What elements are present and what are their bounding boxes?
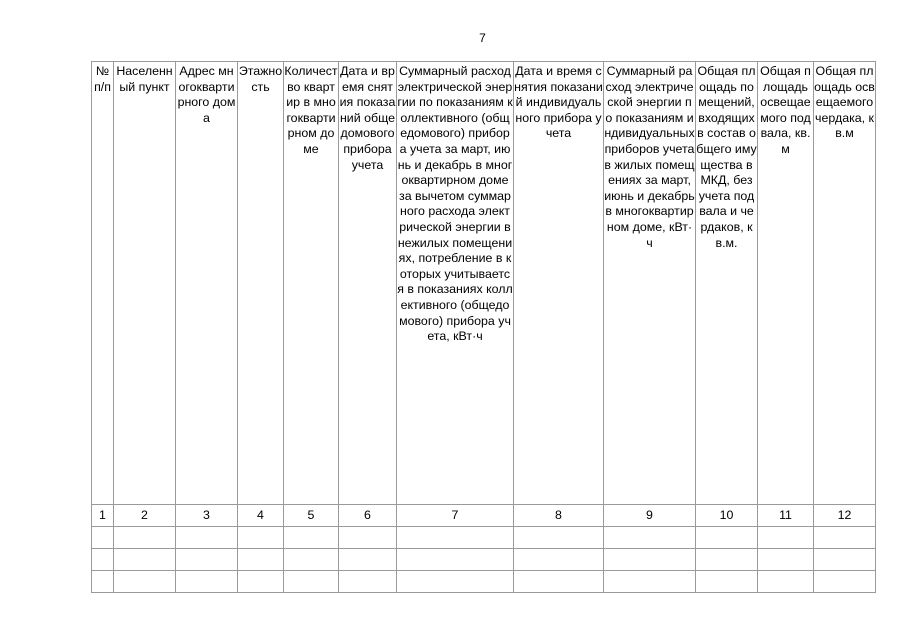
header-cell-8	[514, 62, 604, 505]
header-label-address: Адрес многоквартирного дома	[177, 64, 236, 125]
table-cell	[397, 571, 514, 593]
header-cell-6	[339, 62, 397, 505]
table-cell	[284, 527, 339, 549]
table-cell	[176, 549, 238, 571]
header-label-apartment-count: Количество квартир в многоквартирном доме	[284, 64, 338, 156]
column-number-row	[92, 505, 876, 527]
column-number-cell: 9	[604, 505, 696, 527]
header-label-common-meter-date: Дата и время снятия показаний общедомового прибора учета	[339, 64, 396, 172]
table-row	[92, 571, 876, 593]
table-cell	[92, 527, 114, 549]
column-number-cell: 5	[284, 505, 339, 527]
column-number-cell: 8	[514, 505, 604, 527]
table-cell	[238, 571, 284, 593]
table-cell	[604, 527, 696, 549]
table-cell	[92, 549, 114, 571]
table-cell	[114, 571, 176, 593]
table-cell	[397, 527, 514, 549]
column-number-cell: 1	[92, 505, 114, 527]
table-cell	[696, 549, 758, 571]
column-number-cell: 3	[176, 505, 238, 527]
column-number-cell: 2	[114, 505, 176, 527]
table-cell	[114, 549, 176, 571]
header-cell-4	[238, 62, 284, 505]
table-cell	[758, 527, 814, 549]
table-cell	[339, 571, 397, 593]
table-cell	[114, 527, 176, 549]
table-cell	[514, 571, 604, 593]
table-cell	[814, 549, 876, 571]
header-cell-5	[284, 62, 339, 505]
column-number-cell: 7	[397, 505, 514, 527]
table-cell	[339, 527, 397, 549]
table-cell	[339, 549, 397, 571]
table-row	[92, 549, 876, 571]
table-cell	[604, 549, 696, 571]
column-number-cell: 10	[696, 505, 758, 527]
column-number-cell: 6	[339, 505, 397, 527]
table-cell	[238, 549, 284, 571]
header-label-settlement: Населенный пункт	[116, 64, 173, 94]
table-cell	[514, 527, 604, 549]
header-cell-11	[758, 62, 814, 505]
header-label-individual-consumption: Суммарный расход электрической энергии по показаниям индивидуальных приборов учета в жилых помещениях за март, июнь и декабрь в многоквартирном доме, кВт·ч	[604, 64, 695, 250]
table-cell	[176, 571, 238, 593]
header-label-common-area: Общая площадь помещений, входящих в состав общего имущества в МКД, без учета подвала и чердаков, кв.м.	[696, 64, 757, 250]
table-cell	[92, 571, 114, 593]
column-number-cell: 11	[758, 505, 814, 527]
header-label-attic-area: Общая площадь освещаемого чердака, кв.м	[814, 64, 875, 141]
column-number-cell: 4	[238, 505, 284, 527]
header-label-individual-meter-date: Дата и время снятия показаний индивидуального прибора учета	[514, 64, 603, 141]
header-label-common-consumption: Суммарный расход электрической энергии по показаниям коллективного (общедомового) прибора учета за март, июнь и декабрь в многоквартирном доме за вычетом суммарного расхода электрической энергии в нежилых помещениях, потребление в которых учитывается в показаниях коллективного (общедомового) прибора учета, кВт·ч	[397, 64, 513, 344]
header-row	[92, 62, 876, 505]
header-cell-12	[814, 62, 876, 505]
header-cell-2	[114, 62, 176, 505]
table-cell	[814, 571, 876, 593]
table-cell	[176, 527, 238, 549]
header-label-basement-area: Общая площадь освещаемого подвала, кв.м	[760, 64, 811, 156]
table-cell	[696, 527, 758, 549]
table-cell	[696, 571, 758, 593]
table-cell	[758, 571, 814, 593]
table-cell	[604, 571, 696, 593]
header-cell-3	[176, 62, 238, 505]
table-cell	[514, 549, 604, 571]
table-cell	[284, 549, 339, 571]
report-table	[91, 61, 876, 593]
table-cell	[284, 571, 339, 593]
column-number-cell: 12	[814, 505, 876, 527]
table-row	[92, 527, 876, 549]
header-cell-9	[604, 62, 696, 505]
table-cell	[238, 527, 284, 549]
header-label-number: № п/п	[94, 64, 111, 94]
header-cell-7	[397, 62, 514, 505]
header-cell-10	[696, 62, 758, 505]
table-cell	[758, 549, 814, 571]
header-cell-1	[92, 62, 114, 505]
table-cell	[397, 549, 514, 571]
table-cell	[814, 527, 876, 549]
page-number: 7	[479, 31, 486, 45]
header-label-floors: Этажность	[238, 64, 283, 94]
